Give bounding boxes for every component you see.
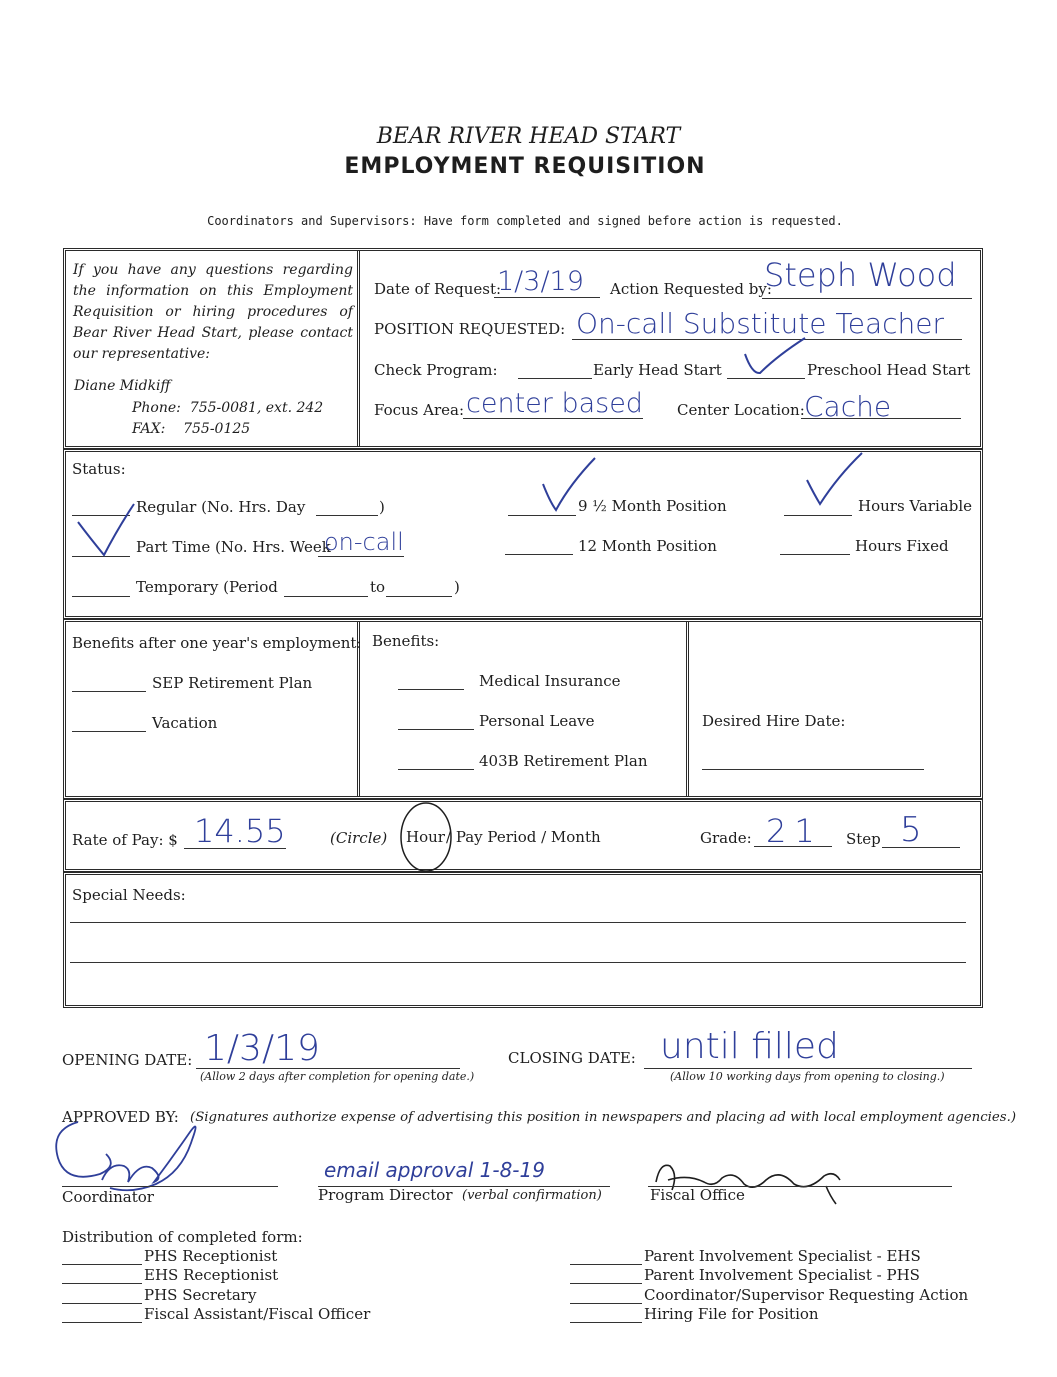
medical-line [398, 689, 464, 690]
retirement-403b-option: 403B Retirement Plan [479, 752, 648, 770]
dist-left-line-1 [62, 1264, 142, 1265]
verbal-confirmation-note: (verbal confirmation) [462, 1188, 602, 1203]
temporary-start-line [284, 596, 368, 597]
center-location-label: Center Location: [677, 401, 805, 419]
preschool-head-start-option: Preschool Head Start [807, 361, 971, 379]
opening-date-value[interactable]: 1/3/19 [204, 1028, 320, 1069]
dist-right-line-2 [570, 1283, 642, 1284]
program-director-signature[interactable]: email approval 1-8-19 [324, 1158, 545, 1182]
section-divider [357, 250, 360, 447]
sep-line [72, 691, 146, 692]
dist-left-item: PHS Receptionist [144, 1247, 278, 1265]
hours-variable-check-mark [804, 450, 866, 508]
contact-phone: Phone: 755-0081, ext. 242 [132, 400, 324, 416]
center-location-value[interactable]: Cache [804, 390, 892, 423]
part-time-check-mark [76, 498, 138, 558]
instruction-text: Coordinators and Supervisors: Have form completed and signed before action is requested. [207, 214, 843, 228]
sep-option: SEP Retirement Plan [152, 674, 313, 692]
dist-right-line-3 [570, 1303, 642, 1304]
dist-right-line-4 [570, 1322, 642, 1323]
fiscal-office-label: Fiscal Office [650, 1186, 745, 1204]
grade-value[interactable]: 21 [766, 812, 823, 850]
vacation-line [72, 731, 146, 732]
special-needs-label: Special Needs: [72, 886, 186, 904]
closing-date-line [644, 1068, 972, 1069]
regular-option: Regular (No. Hrs. Day [136, 498, 306, 516]
dist-right-item: Parent Involvement Specialist - EHS [644, 1247, 921, 1265]
closing-date-label: CLOSING DATE: [508, 1049, 636, 1067]
closing-date-note: (Allow 10 working days from opening to closing.) [670, 1070, 945, 1083]
position-requested-value[interactable]: On-call Substitute Teacher [576, 307, 944, 340]
approved-by-note: (Signatures authorize expense of advertising this position in newspapers and placing ad with local employment agencies.) [190, 1110, 1017, 1125]
twelve-month-option: 12 Month Position [578, 537, 717, 555]
rate-of-pay-label: Rate of Pay: $ [72, 831, 178, 849]
temporary-end-line [386, 596, 452, 597]
dist-left-line-2 [62, 1283, 142, 1284]
contact-name: Diane Midkiff [74, 378, 171, 394]
benefits-label: Benefits: [372, 632, 440, 650]
coordinator-label: Coordinator [62, 1188, 154, 1206]
desired-hire-date-line [702, 769, 924, 770]
coordinator-line [62, 1186, 278, 1187]
preschool-check-mark [742, 336, 808, 378]
grade-label: Grade: [700, 829, 752, 847]
date-of-request-label: Date of Request: [374, 280, 502, 298]
part-time-hours-value[interactable]: on-call [324, 528, 404, 556]
special-needs-line-1 [70, 922, 966, 923]
preschool-head-start-line [727, 378, 805, 379]
dist-left-line-3 [62, 1303, 142, 1304]
temporary-check-line [72, 596, 130, 597]
hour-option: Hour [406, 828, 445, 846]
hours-fixed-line [780, 554, 850, 555]
dist-left-line-4 [62, 1322, 142, 1323]
step-label: Step [846, 830, 881, 848]
early-head-start-line [518, 378, 592, 379]
focus-area-label: Focus Area: [374, 401, 465, 419]
opening-date-label: OPENING DATE: [62, 1051, 193, 1069]
action-requested-label: Action Requested by: [610, 280, 772, 298]
org-name: BEAR RIVER HEAD START [376, 124, 681, 149]
circle-instruction: (Circle) [330, 829, 388, 847]
approved-by-label: APPROVED BY: [62, 1108, 179, 1126]
opening-date-note: (Allow 2 days after completion for opening date.) [200, 1070, 475, 1083]
program-director-label: Program Director [318, 1186, 453, 1204]
special-needs-line-2 [70, 962, 966, 963]
date-of-request-line [494, 297, 600, 298]
dist-left-item: Fiscal Assistant/Fiscal Officer [144, 1305, 371, 1323]
retirement-403b-line [398, 769, 474, 770]
action-requested-line [762, 298, 972, 299]
dist-left-item: PHS Secretary [144, 1286, 257, 1304]
step-value[interactable]: 5 [900, 810, 922, 850]
regular-close-paren: ) [379, 498, 385, 516]
medical-option: Medical Insurance [479, 672, 621, 690]
dist-right-item: Hiring File for Position [644, 1305, 819, 1323]
benefits-year-label: Benefits after one year's employment: [72, 634, 362, 652]
dist-right-item: Parent Involvement Specialist - PHS [644, 1266, 920, 1284]
contact-fax: FAX: 755-0125 [132, 421, 251, 437]
part-time-option: Part Time (No. Hrs. Week [136, 538, 331, 556]
desired-hire-date-label: Desired Hire Date: [702, 712, 846, 730]
action-requested-value[interactable]: Steph Wood [764, 256, 957, 294]
regular-hours-line [316, 515, 378, 516]
dist-right-line-1 [570, 1264, 642, 1265]
focus-area-value[interactable]: center based [466, 388, 643, 419]
section-special-needs [63, 872, 983, 1008]
position-requested-label: POSITION REQUESTED: [374, 320, 566, 338]
temporary-to: to [370, 578, 386, 596]
dist-right-item: Coordinator/Supervisor Requesting Action [644, 1286, 969, 1304]
nine-month-line [508, 515, 576, 516]
vacation-option: Vacation [152, 714, 218, 732]
personal-leave-line [398, 729, 474, 730]
rate-of-pay-value[interactable]: 14.55 [194, 812, 286, 850]
form-title: EMPLOYMENT REQUISITION [344, 154, 706, 179]
twelve-month-line [505, 554, 573, 555]
benefits-divider-right [686, 621, 689, 797]
early-head-start-option: Early Head Start [593, 361, 722, 379]
closing-date-value[interactable]: until filled [660, 1026, 839, 1067]
personal-leave-option: Personal Leave [479, 712, 595, 730]
check-program-label: Check Program: [374, 361, 498, 379]
contact-text: If you have any questions regarding the information on this Employment Requisition or hiring procedures of Bear River Head Start, please contact our representative: [73, 262, 353, 362]
temporary-close-paren: ) [454, 578, 460, 596]
distribution-label: Distribution of completed form: [62, 1228, 303, 1246]
hours-fixed-option: Hours Fixed [855, 537, 949, 555]
hours-variable-option: Hours Variable [858, 497, 972, 515]
dist-left-item: EHS Receptionist [144, 1266, 279, 1284]
hours-variable-line [784, 515, 852, 516]
temporary-option: Temporary (Period [136, 578, 278, 596]
date-of-request-value[interactable]: 1/3/19 [497, 266, 584, 297]
part-time-hours-line [318, 556, 404, 557]
pay-period-month-option: / Pay Period / Month [446, 828, 601, 846]
status-label: Status: [72, 460, 126, 478]
nine-month-option: 9 ½ Month Position [578, 497, 727, 515]
